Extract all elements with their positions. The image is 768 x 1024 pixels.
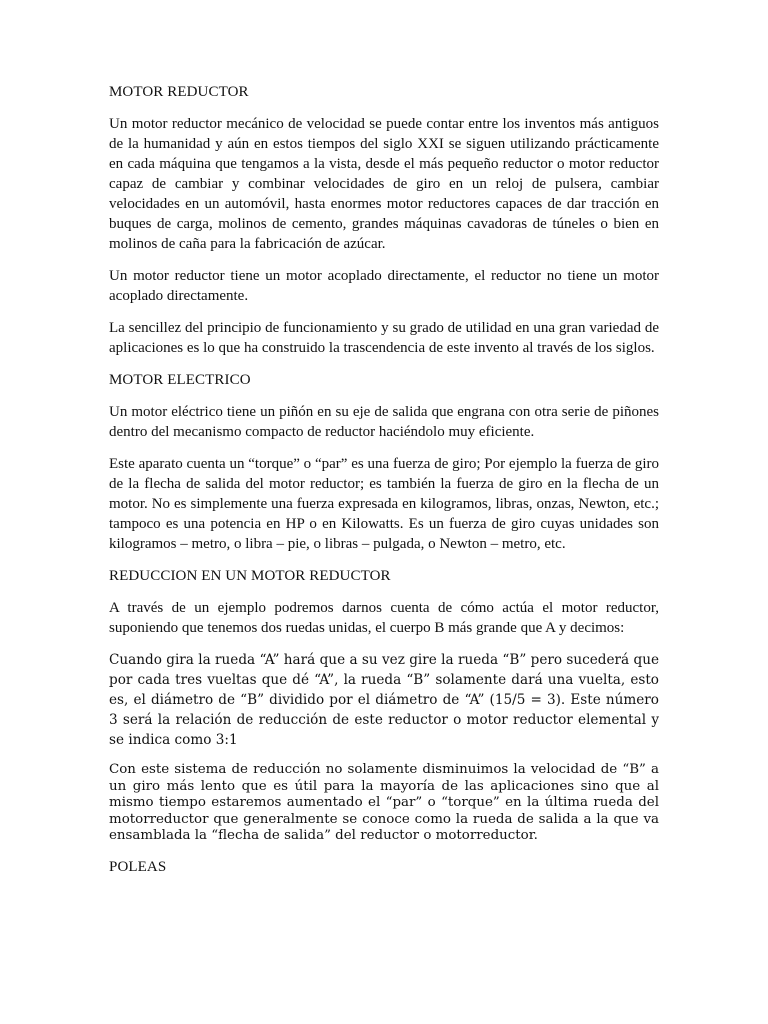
paragraph: Un motor reductor tiene un motor acoplado directamente, el reductor no tiene un motor acoplado directamente. — [109, 268, 659, 304]
section-heading-motor-reductor: MOTOR REDUCTOR — [109, 84, 249, 100]
paragraph: A través de un ejemplo podremos darnos cuenta de cómo actúa el motor reductor, suponiendo que tenemos dos ruedas unidas, el cuerpo B más grande que A y decimos: — [109, 600, 659, 636]
paragraph: La sencillez del principio de funcionamiento y su grado de utilidad en una gran variedad de aplicaciones es lo que ha construido la trascendencia de este invento al través de los siglos. — [109, 320, 659, 356]
section-heading-motor-electrico: MOTOR ELECTRICO — [109, 372, 251, 388]
paragraph: Con este sistema de reducción no solamente disminuimos la velocidad de “B” a un giro más lento que es útil para la mayoría de las aplicaciones sino que al mismo tiempo estaremos aumentado el “par” o “torque” en la última rueda del motorreductor que generalmente se conoce como la rueda de salida a la que va ensamblada la “flecha de salida” del reductor o motorreductor. — [109, 762, 659, 843]
paragraph: Este aparato cuenta un “torque” o “par” es una fuerza de giro; Por ejemplo la fuerza de giro de la flecha de salida del motor reductor; es también la fuerza de giro en la flecha de un motor. No es simplemente una fuerza expresada en kilogramos, libras, onzas, Newton, etc.; tampoco es una potencia en HP o en Kilowatts. Es un fuerza de giro cuyas unidades son kilogramos – metro, o libra – pie, o libras – pulgada, o Newton – metro, etc. — [109, 456, 659, 552]
paragraph: Un motor eléctrico tiene un piñón en su eje de salida que engrana con otra serie de piñones dentro del mecanismo compacto de reductor haciéndolo muy eficiente. — [109, 404, 659, 440]
paragraph: Cuando gira la rueda “A” hará que a su vez gire la rueda “B” pero sucederá que por cada tres vueltas que dé “A”, la rueda “B” solamente dará una vuelta, esto es, el diámetro de “B” dividido por el diámetro de “A” (15/5 = 3). Este número 3 será la relación de reducción de este reductor o motor reductor elemental y se indica como 3:1 — [109, 652, 659, 748]
section-heading-poleas: POLEAS — [109, 858, 167, 875]
paragraph: Un motor reductor mecánico de velocidad se puede contar entre los inventos más antiguos de la humanidad y aún en estos tiempos del siglo XXI se siguen utilizando prácticamente en cada máquina que tengamos a la vista, desde el más pequeño reductor o motor reductor capaz de cambiar y combinar velocidades de giro en un reloj de pulsera, cambiar velocidades en un automóvil, hasta enormes motor reductores capaces de dar tracción en buques de carga, molinos de cemento, grandes máquinas cavadoras de túneles o bien en molinos de caña para la fabricación de azúcar. — [109, 116, 659, 252]
section-heading-reduccion: REDUCCION EN UN MOTOR REDUCTOR — [109, 568, 391, 584]
